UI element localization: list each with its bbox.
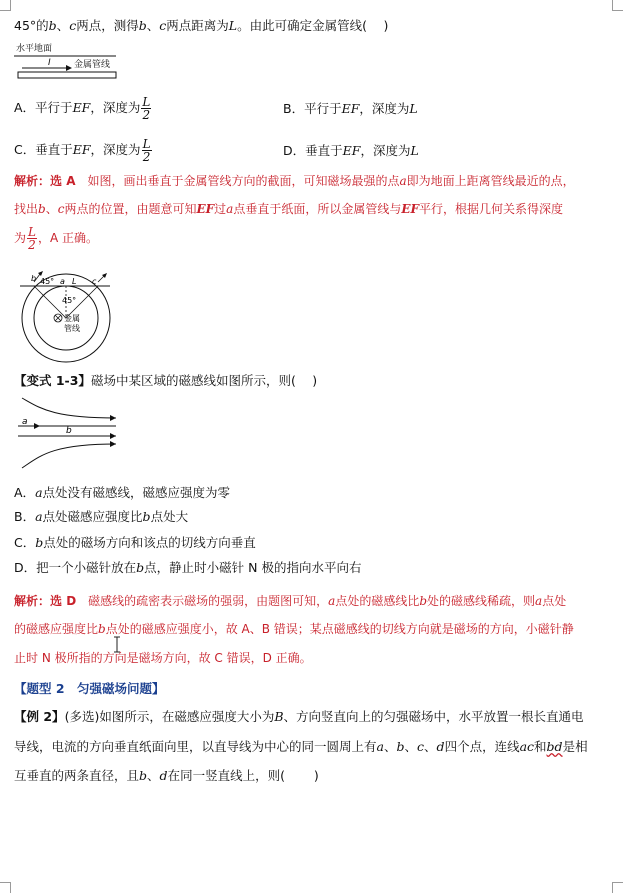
figure-ground-pipe xyxy=(12,40,122,86)
analysis-1-line-1: 解析：选 A 如图，画出垂直于金属管线方向的截面，可知磁场最强的点a即为地面上距离管线最近的点， xyxy=(14,174,575,188)
fig2-pipe-label-2: 管线 xyxy=(64,324,80,333)
fig2-angle2: 45° xyxy=(62,296,77,305)
variant-heading: 【变式 1-3】磁场中某区域的磁感线如图所示，则( ) xyxy=(14,373,318,388)
fig2-angle1: 45° xyxy=(40,277,55,286)
fig3-a-label: a xyxy=(22,417,28,427)
analysis-1-line-2: 找出b、c两点的位置，由题意可知EF过a点垂直于纸面，所以金属管线与EF平行，根据几何关系得深度 xyxy=(14,202,564,216)
figure-field-lines xyxy=(12,394,122,472)
option2-c: C．b点处的磁场方向和该点的切线方向垂直 xyxy=(14,535,256,550)
example-2-line-3: 互垂直的两条直径，且b、d在同一竖直线上，则( ) xyxy=(14,768,319,783)
figure-cross-section xyxy=(10,266,128,364)
crop-mark-bl xyxy=(0,882,11,893)
current-label: I xyxy=(48,58,51,68)
crop-mark-br xyxy=(612,882,623,893)
fig3-b-label: b xyxy=(66,426,72,436)
option2-a: A．a点处没有磁感线，磁感应强度为零 xyxy=(14,485,231,500)
option-a: A．平行于EF，深度为 $\frac{L}{2}$ xyxy=(14,95,151,122)
ground-label: 水平地面 xyxy=(16,44,53,54)
analysis-2-line-3: 止时 N 极所指的方向是磁场方向，故 C 错误，D 正确。 xyxy=(14,651,312,665)
fig2-a-label: a xyxy=(60,277,65,286)
text-cursor-icon xyxy=(112,636,122,654)
option-d: D．垂直于EF，深度为L xyxy=(283,143,419,158)
fig2-pipe-label-1: 金属 xyxy=(64,314,80,323)
example-2-line-2: 导线，电流的方向垂直纸面向里，以直导线为中心的同一圆周上有a、b、c、d四个点，连线ac和bd是相 xyxy=(14,739,588,754)
option-c: C．垂直于EF，深度为 $\frac{L}{2}$ xyxy=(14,137,151,164)
example-2-line-1: 【例 2】(多选)如图所示，在磁感应强度大小为B、方向竖直向上的匀强磁场中，水平放置一根长直通电 xyxy=(14,709,584,724)
crop-mark-tr xyxy=(612,0,623,11)
option2-b: B．a点处磁感应强度比b点处大 xyxy=(14,509,189,524)
question-intro: 45°的b、c两点，测得b、c两点距离为L。由此可确定金属管线( ) xyxy=(14,18,389,33)
analysis-1-line-3: 为 $\frac{L}{2}$ ，A 正确。 xyxy=(14,225,99,252)
crop-mark-tl xyxy=(0,0,11,11)
pipe-label: 金属管线 xyxy=(74,60,111,70)
analysis-2-line-2: 的磁感应强度比b点处的磁感应强度小，故 A、B 错误；某点磁感线的切线方向就是磁场的方向，小磁针静 xyxy=(14,622,574,636)
option2-d: D．把一个小磁针放在b点，静止时小磁针 N 极的指向水平向右 xyxy=(14,560,362,575)
fig2-b-label: b xyxy=(31,274,37,283)
fig2-L-label: L xyxy=(72,277,77,286)
analysis-2-line-1: 解析：选 D 磁感线的疏密表示磁场的强弱，由题图可知，a点处的磁感线比b处的磁感线稀疏，则a点处 xyxy=(14,594,567,608)
section-heading: 【题型 2 匀强磁场问题】 xyxy=(14,681,165,696)
fig2-c-label: c xyxy=(92,277,97,286)
option-b: B．平行于EF，深度为L xyxy=(283,101,418,116)
